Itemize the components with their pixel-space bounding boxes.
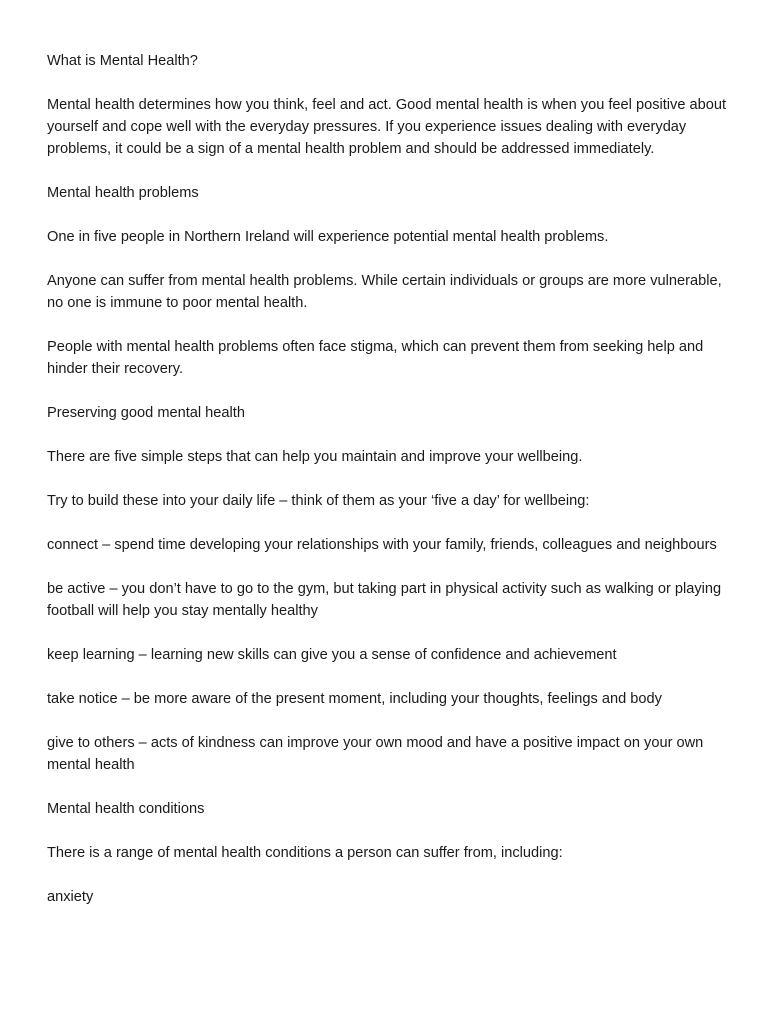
- list-item-take-notice: take notice – be more aware of the present moment, including your thoughts, feelings and body: [47, 691, 662, 707]
- list-item-be-active: be active – you don’t have to go to the gym, but taking part in physical activity such as walking or playing football will help you stay mentally healthy: [47, 581, 722, 619]
- list-item-anxiety: anxiety: [47, 889, 94, 905]
- paragraph-five-steps: There are five simple steps that can help you maintain and improve your wellbeing.: [47, 449, 583, 465]
- list-item-keep-learning: keep learning – learning new skills can give you a sense of confidence and achievement: [47, 647, 617, 663]
- paragraph-one-in-five: One in five people in Northern Ireland will experience potential mental health problems.: [47, 229, 609, 245]
- paragraph-anyone-can-suffer: Anyone can suffer from mental health problems. While certain individuals or groups are more vulnerable, no one is immune to poor mental health.: [47, 273, 722, 311]
- paragraph-stigma: People with mental health problems often face stigma, which can prevent them from seeking help and hinder their recovery.: [47, 339, 704, 377]
- heading-what-is-mental-health: What is Mental Health?: [47, 53, 198, 69]
- paragraph-five-a-day: Try to build these into your daily life – think of them as your ‘five a day’ for wellbeing:: [47, 493, 590, 509]
- heading-mental-health-problems: Mental health problems: [47, 185, 199, 201]
- heading-mental-health-conditions: Mental health conditions: [47, 801, 205, 817]
- list-item-connect: connect – spend time developing your relationships with your family, friends, colleagues and neighbours: [47, 537, 717, 553]
- heading-preserving-good-mental-health: Preserving good mental health: [47, 405, 245, 421]
- list-item-give-to-others: give to others – acts of kindness can improve your own mood and have a positive impact on your own mental health: [47, 735, 704, 773]
- paragraph-definition: Mental health determines how you think, feel and act. Good mental health is when you feel positive about yourself and cope well with the everyday pressures. If you experience issues dealing with everyday problems, it could be a sign of a mental health problem and should be addressed immediately.: [47, 97, 727, 157]
- paragraph-range-of-conditions: There is a range of mental health conditions a person can suffer from, including:: [47, 845, 563, 861]
